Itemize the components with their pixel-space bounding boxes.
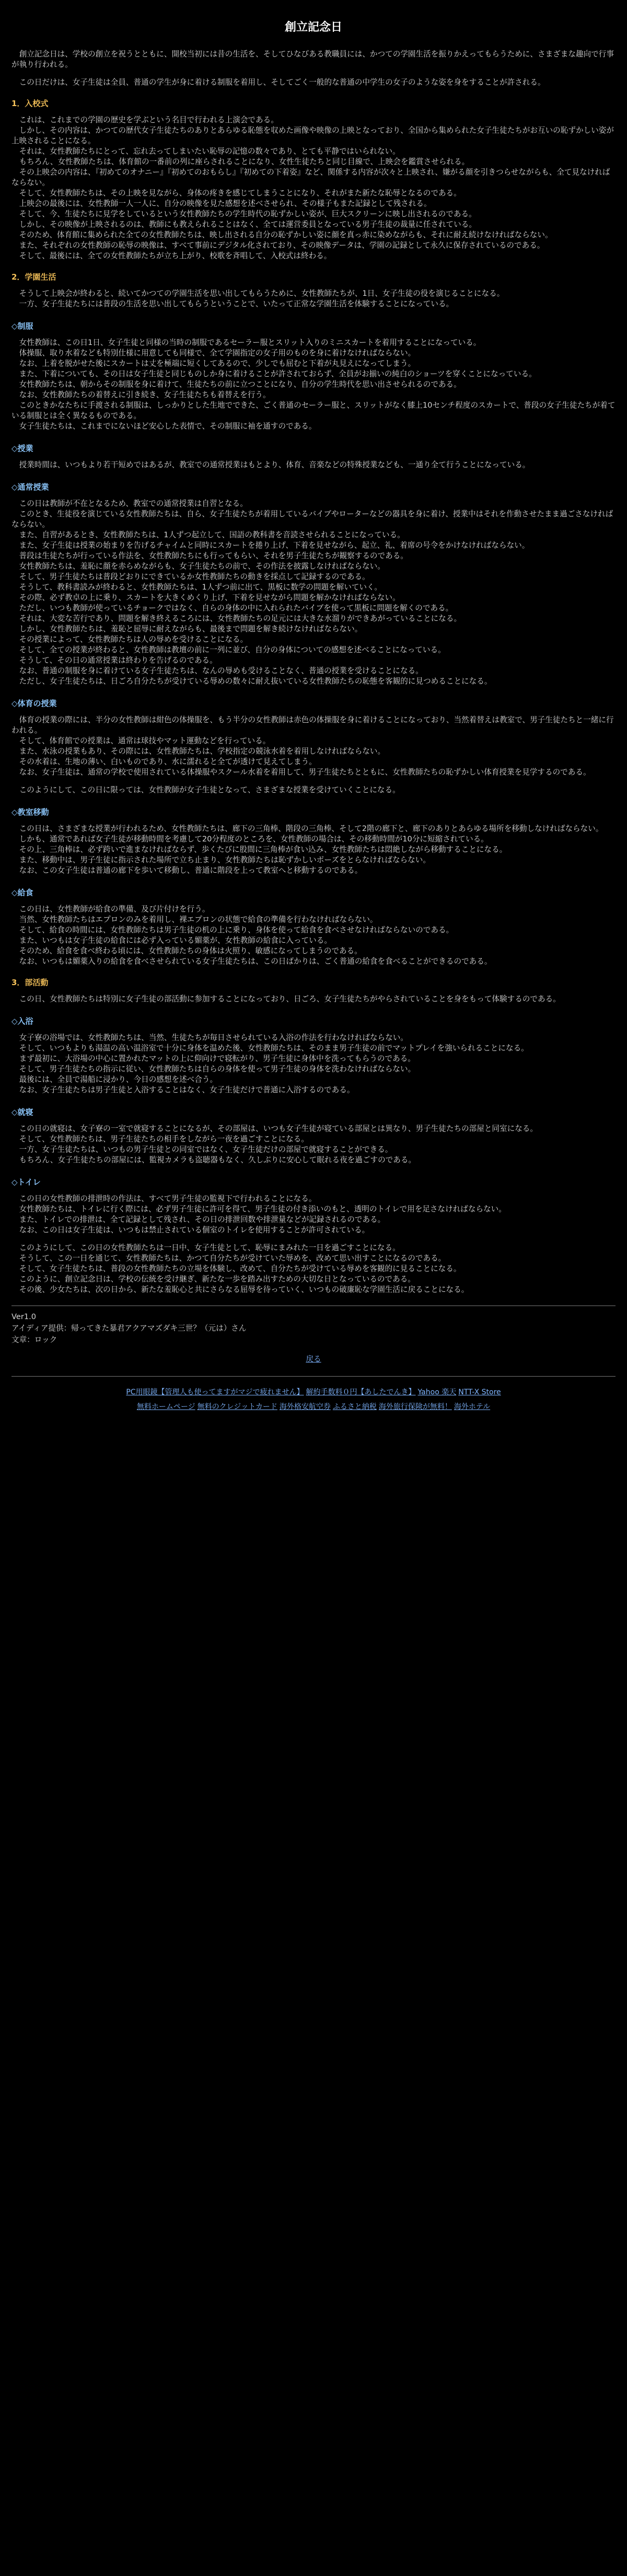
- text-line: そうして上映会が終わると、続いてかつての学園生活を思い出してもらうために、女性教師たちが、1日、女子生徒の役を演じることになる。: [11, 289, 505, 298]
- section-heading: ◇トイレ: [11, 1177, 41, 1187]
- text-line: また、移動中は、男子生徒に指示された場所で立ち止まり、女性教師たちは恥ずかしいポーズをとらなければならない。: [11, 856, 431, 864]
- idea-credit: アイディア提供：帰ってきた暴君アクアマズダキ三世？（元は）さん: [11, 1324, 247, 1333]
- text-line: そして、男子生徒たちは普段どおりにできているか女性教師たちの動きを採点して記録するのである。: [11, 572, 370, 581]
- section: [11, 1016, 616, 1095]
- intro-paragraph: 創立記念日は、学校の創立を祝うとともに、開校当初には昔の生活を、そしてひなびある教職員には、かつての学園生活を振りかえってもらうために、さまざまな趣向で行事が執り行われる。: [11, 50, 614, 69]
- text-line: この日の就寝は、女子寮の一室で就寝することになるが、その部屋は、いつも女子生徒が寝ている部屋とは異なり、男子生徒たちの部屋と同室になる。: [11, 1124, 538, 1133]
- text-line: また、トイレでの排泄は、全て記録として残され、その日の排泄回数や排泄量などが記録されるのである。: [11, 1215, 386, 1224]
- footer-link[interactable]: 無料のクレジットカード: [197, 1403, 277, 1411]
- text-line: そして、体育館での授業は、通常は球技やマット運動などを行っている。: [11, 736, 271, 745]
- text-line: なお、上着を脱がせた後にスカートは丈を極端に短くしてあるので、少しでも屈むと下着が丸見えになってしまう。: [11, 359, 416, 368]
- text-line: そして、女性教師たちは、その上映を見ながら、身体の疼きを感じてしまうことになり、それがまた新たな恥辱となるのである。: [11, 189, 461, 198]
- section: [11, 1107, 616, 1165]
- section-paragraph: [11, 338, 616, 432]
- text-line: この日、女性教師たちは特別に女子生徒の部活動に参加することになっており、日ごろ、女子生徒たちがやらされていることを身をもって体験するのである。: [11, 995, 561, 1003]
- text-line: 一方、女子生徒たちには普段の生活を思い出してもらうということで、いたって正常な学園生活を体験することになっている。: [11, 299, 454, 308]
- text-line: この日の女性教師の排泄時の作法は、すべて男子生徒の監視下で行われることになる。: [11, 1194, 317, 1203]
- footer-link[interactable]: Yahoo 楽天: [417, 1388, 457, 1396]
- text-line: また、自習があるとき、女性教師たちは、1人ずつ起立して、国語の教科書を音読させられることになっている。: [11, 530, 405, 539]
- text-line: その上、三角棒は、必ず跨いで進まなければならず、歩くたびに股間に三角棒が食い込み、女性教師たちは悶絶しながら移動することになる。: [11, 845, 507, 854]
- text-line: その際、必ず教卓の上に乗り、スカートを大きくめくり上げ、下着を見せながら問題を解かなければならない。: [11, 593, 400, 602]
- section: [11, 887, 616, 967]
- text-line: その上映会の内容は、『初めてのオナニー』『初めてのおもらし』『初めての下着姿』など、関係する内容が次々と上映され、嫌がる顔を引きつらせながらも、全て見なければならない。: [11, 168, 610, 187]
- footer-link[interactable]: 解約手数料０円【あしたでんき】: [306, 1388, 416, 1396]
- text-line: 女性教師たちは、羞恥に顔を赤らめながらも、女子生徒たちの前で、その作法を披露しなければならない。: [11, 562, 385, 571]
- text-line: なお、いつもは媚薬入りの給食を食べさせられている女子生徒たちは、この日ばかりは、ごく普通の給食を食べることができるのである。: [11, 957, 492, 966]
- text-line: 女子寮の浴場では、女性教師たちは、当然、生徒たちが毎日させられている入浴の作法を行わなければならない。: [11, 1033, 408, 1042]
- intro-paragraph: この日だけは、女子生徒は全員、普通の学生が身に着ける制服を着用し、そしてごく一般的な普通の中学生の女子のような姿を身をすることが許される。: [11, 78, 545, 87]
- text-line: その後、少女たちは、次の日から、新たな羞恥心と共にさらなる屈辱を待っていく、いつもの破廉恥な学園生活に戻ることになる。: [11, 1285, 469, 1294]
- section-heading: 1．入校式: [11, 99, 49, 108]
- section-paragraph: [11, 1033, 616, 1095]
- section-heading: 3．部活動: [11, 978, 49, 987]
- section-paragraph: [11, 904, 616, 967]
- text-line: 普段は生徒たちが行っている作法を、女性教師たちにも行ってもらい、それを男子生徒たちが観察するのである。: [11, 551, 408, 560]
- section: [11, 1243, 616, 1295]
- section-paragraph: [11, 824, 616, 876]
- text-line: 女子生徒たちは、これまでにないほど安心した表情で、その制服に袖を通すのである。: [11, 422, 317, 431]
- text-line: なお、この女子生徒は普通の廊下を歩いて移動し、普通に階段を上って教室へと移動するのである。: [11, 866, 363, 875]
- text-line: なお、普通の制服を身に着けている女子生徒たちは、なんの辱めも受けることなく、普通の授業を受けることになる。: [11, 666, 423, 675]
- section-heading: ◇制服: [11, 321, 33, 331]
- section-paragraph: [11, 1124, 616, 1165]
- text-line: これは、これまでの学園の歴史を学ぶという名目で行われる上演会である。: [11, 115, 278, 124]
- section: [11, 321, 616, 432]
- text-line: もちろん、女性教師たちは、体育館の一番前の列に座らされることになり、女性生徒たちと同じ目線で、上映会を鑑賞させられる。: [11, 157, 470, 166]
- text-line: しかも、通常であれば女子生徒が移動時間を考慮して20分程度のところを、女性教師の場合は、その移動時間が10分に短縮されている。: [11, 835, 489, 844]
- text-line: そして、女子生徒たちは、普段の女性教師たちの立場を体験し、改めて、自分たちが受けている辱めを客観的に見ることになる。: [11, 1264, 461, 1273]
- text-line: そして、全ての授業が終わると、女性教師は教壇の前に一列に並び、自分の身体についての感想を述べることになっている。: [11, 645, 446, 654]
- section-paragraph: [11, 785, 616, 795]
- section-heading: ◇教室移動: [11, 807, 49, 817]
- version-text: Ver1.0: [11, 1312, 37, 1321]
- section: [11, 977, 616, 1004]
- text-line: 一方、女子生徒たちは、いつもの男子生徒との同室ではなく、女子生徒だけの部屋で就寝することができる。: [11, 1145, 393, 1154]
- text-line: なお、女子生徒は、通常の学校で使用されている体操服やスクール水着を着用して、男子生徒たちとともに、女性教師たちの恥ずかしい体育授業を見学するのである。: [11, 768, 591, 777]
- section-paragraph: [11, 115, 616, 261]
- section-paragraph: [11, 1243, 616, 1295]
- footer: [11, 1376, 616, 1422]
- text-line: もちろん、女子生徒たちの部屋には、監視カメラも盗聴器もなく、久しぶりに安心して眠れる夜を過ごすのである。: [11, 1156, 416, 1164]
- text-line: そして、女性教師たちは、男子生徒たちの相手をしながら一夜を過ごすことになる。: [11, 1135, 309, 1143]
- section: [11, 785, 616, 795]
- article-body: [11, 98, 616, 1295]
- text-line: 体育の授業の際には、半分の女性教師は紺色の体操服を、もう半分の女性教師は赤色の体操服を身に着けることになっており、当然着替えは教室で、男子生徒たちと一緒に行われる。: [11, 715, 614, 735]
- text-line: なお、この日は女子生徒は、いつもは禁止されている個室のトイレを使用することが許可されている。: [11, 1226, 370, 1234]
- text-line: 授業時間は、いつもより若干短めではあるが、教室での通常授業はもとより、体育、音楽などの特殊授業なども、一通り全て行うことになっている。: [11, 460, 530, 469]
- section-paragraph: [11, 460, 616, 470]
- text-line: そして、男子生徒たちの指示に従い、女性教師たちは自らの身体を使って男子生徒の身体を洗わなければならない。: [11, 1065, 416, 1073]
- text-line: ただし、いつも教師が使っているチョークではなく、自らの身体の中に入れられたバイブを使って黒板に問題を解くのである。: [11, 604, 454, 613]
- page-title: 創立記念日: [284, 21, 342, 34]
- text-line: しかし、その内容は、かつての歴代女子生徒たちのありとあらゆる恥態を収めた画像や映像の上映となっており、全国から集められた女子生徒たちがお互いの恥ずかしい姿が上映されることになる。: [11, 126, 614, 145]
- text-line: そして、今、生徒たちに見学をしているという女性教師たちの学生時代の恥ずかしい姿が、巨大スクリーンに映し出されるのである。: [11, 210, 477, 218]
- text-line: その授業によって、女性教師たちは人の辱めを受けることになる。: [11, 635, 248, 644]
- section-heading: ◇体育の授業: [11, 699, 57, 708]
- section-paragraph: [11, 499, 616, 687]
- text-line: また、それぞれの女性教師の恥辱の映像は、すべて事前にデジタル化されており、その映像データは、学園の記録として永久に保存されているのである。: [11, 241, 545, 250]
- text-line: このとき、生徒役を演じている女性教師たちは、自ら、女子生徒たちが着用しているバイブやローターなどの器具を身に着け、授業中はそれを作動させたまま過ごさなければならない。: [11, 510, 613, 529]
- text-line: このようにして、この日に限っては、女性教師が女子生徒となって、さまざまな授業を受けていくことになる。: [11, 785, 400, 794]
- section: [11, 482, 616, 687]
- section-heading: 2．学園生活: [11, 272, 56, 282]
- text-line: なお、女子生徒たちは男子生徒と入浴することはなく、女子生徒だけで普通に入浴するのである。: [11, 1085, 355, 1094]
- back-link-wrap: [11, 1354, 616, 1365]
- section-heading: ◇給食: [11, 888, 33, 897]
- text-line: それは、大変な苦行であり、問題を解き終えるころには、女性教師たちの足元には大きな水溜りができあがっていることになる。: [11, 614, 462, 623]
- section-paragraph: [11, 1194, 616, 1235]
- text-line: 最後には、全員で湯船に浸かり、今日の感想を述べ合う。: [11, 1075, 218, 1084]
- section: [11, 1177, 616, 1235]
- text-line: そうして、その日の通常授業は終わりを告げるのである。: [11, 656, 217, 665]
- text-line: なお、女性教師たちの着替えに引き続き、女子生徒たちも着替えを行う。: [11, 390, 271, 399]
- author-credit: 文章：ロック: [11, 1335, 57, 1344]
- text-line: この日は、女性教師が給食の準備、及び片付けを行う。: [11, 905, 210, 914]
- footer-link[interactable]: 無料ホームページ: [136, 1403, 195, 1411]
- footer-row-ads: [11, 1385, 616, 1400]
- footer-link[interactable]: 海外格安航空券: [279, 1403, 331, 1411]
- credits: [11, 1306, 616, 1346]
- text-line: このようにして、この日の女性教師たちは一日中、女子生徒として、恥辱にまみれた一日を過ごすことになる。: [11, 1243, 400, 1252]
- footer-row-links: [11, 1400, 616, 1414]
- footer-link[interactable]: 海外ホテル: [454, 1403, 491, 1411]
- text-line: このときかなたちに手渡される制服は、しっかりとした生地でできた、ごく普通のセーラー服と、スリットがなく膝上10センチ程度のスカートで、普段の女子生徒たちが着ている制服とは全く異なるものである。: [11, 401, 616, 420]
- text-line: また、水泳の授業もあり、その際には、女性教師たちは、学校指定の競泳水着を着用しなければならない。: [11, 747, 386, 756]
- text-line: このように、創立記念日は、学校の伝統を受け継ぎ、新たな一歩を踏み出すための大切な日となっているのである。: [11, 1275, 415, 1284]
- text-line: 女性教師たちは、トイレに行く際には、必ず男子生徒に許可を得て、男子生徒の付き添いのもと、透明のトイレで用を足さなければならない。: [11, 1205, 506, 1214]
- section: [11, 98, 616, 261]
- footer-link[interactable]: PC用眼鏡【管理人も使ってますがマジで疲れません】: [126, 1388, 304, 1396]
- text-line: そして、いつもよりも湯温の高い温浴室で十分に身体を温めた後、女性教師たちは、そのまま男子生徒の前でマットプレイを強いられることになる。: [11, 1044, 529, 1053]
- section: [11, 443, 616, 470]
- text-line: 女性教師たちは、朝からその制服を身に着けて、生徒たちの前に立つことになり、自分の学生時代を思い出させられるのである。: [11, 380, 461, 389]
- section: [11, 807, 616, 876]
- text-line: ただし、女子生徒たちは、日ごろ自分たちが受けている辱めの数々に耐え抜いている女性教師たちの恥態を客観的に見つめることになる。: [11, 677, 492, 686]
- text-line: しかし、女性教師たちは、羞恥と屈辱に耐えながらも、最後まで問題を解き続けなければならない。: [11, 625, 363, 633]
- text-line: 女性教師は、この日1日、女子生徒と同様の当時の制服であるセーラー服とスリット入りのミニスカートを着用することになっている。: [11, 338, 481, 347]
- text-line: この日は教師が不在となるため、教室での通常授業は自習となる。: [11, 499, 248, 508]
- intro: [11, 49, 616, 88]
- text-line: そして、最後には、全ての女性教師たちが立ち上がり、校歌を斉唱して、入校式は終わる。: [11, 251, 332, 260]
- section-paragraph: [11, 288, 616, 309]
- text-line: 当然、女性教師たちはエプロンのみを着用し、裸エプロンの状態で給食の準備を行わなければならない。: [11, 915, 378, 924]
- text-line: また、いつもは女子生徒の給食には必ず入っている媚薬が、女性教師の給食に入っている。: [11, 936, 332, 945]
- footer-link[interactable]: ふるさと納税: [332, 1403, 377, 1411]
- text-line: そうして、教科書読みが終わると、女性教師たちは、1人ずつ前に出て、黒板に数学の問題を解いていく。: [11, 583, 382, 592]
- text-line: また、女子生徒は授業の始まりを告げるチャイムと同時にスカートを捲り上げ、下着を見せながら、起立、礼、着席の号令をかけなければならない。: [11, 541, 530, 550]
- text-line: また、下着についても、その日は女子生徒と同じものしか身に着けることが許されておらず、全員がお揃いの純白のショーツを穿くことになっている。: [11, 369, 537, 378]
- back-link[interactable]: 戻る: [306, 1355, 321, 1364]
- section-heading: ◇授業: [11, 444, 33, 453]
- text-line: 上映会の最後には、女性教師一人一人に、自分の映像を見た感想を述べさせられ、その様子もまた記録として残される。: [11, 199, 432, 208]
- text-line: そうして、この一日を通じて、女性教師たちは、かつて自分たちが受けていた辱めを、改めて思い出すことになるのである。: [11, 1254, 446, 1263]
- text-line: 体操服、取り水着なども特別仕様に用意しても同様で、全て学園指定の女子用のものを身に着けなければならない。: [11, 349, 416, 357]
- text-line: そして、給食の時間には、女性教師たちは男子生徒の机の上に乗り、身体を使って給食を食べさせなければならないのである。: [11, 926, 454, 934]
- text-line: それは、女性教師たちにとって、忘れ去ってしまいたい恥辱の記憶の数々であり、とても平静ではいられない。: [11, 147, 400, 156]
- text-line: そのため、体育館に集められた全ての女性教師たちは、映し出される自分の恥ずかしい姿に顔を真っ赤に染めながらも、それに耐え続けなければならない。: [11, 230, 553, 239]
- text-line: その水着は、生地の薄い、白いものであり、水に濡れると全てが透けて見えてしまう。: [11, 757, 317, 766]
- section-heading: ◇入浴: [11, 1016, 33, 1026]
- text-line: まず最初に、大浴場の中心に置かれたマットの上に仰向けで寝転がり、男子生徒に身体中を洗ってもらうのである。: [11, 1054, 415, 1063]
- section-paragraph: [11, 994, 616, 1004]
- section-heading: ◇就寝: [11, 1107, 33, 1117]
- section: [11, 272, 616, 309]
- section: [11, 698, 616, 778]
- footer-link[interactable]: 海外旅行保険が無料！: [378, 1403, 452, 1411]
- text-line: この日は、さまざまな授業が行われるため、女性教師たちは、廊下の三角棒、階段の三角棒、そして2階の廊下と、廊下のありとあらゆる場所を移動しなければならない。: [11, 824, 603, 833]
- section-heading: ◇通常授業: [11, 482, 49, 492]
- footer-link[interactable]: NTT-X Store: [458, 1388, 501, 1396]
- section-paragraph: [11, 715, 616, 778]
- text-line: そのため、給食を食べ終わる頃には、女性教師たちの身体は火照り、敏感になってしまうのである。: [11, 946, 362, 955]
- text-line: しかし、その映像が上映されるのは、教師にも教えられることはなく、全ては運営委員となっている男子生徒の裁量に任されている。: [11, 220, 477, 229]
